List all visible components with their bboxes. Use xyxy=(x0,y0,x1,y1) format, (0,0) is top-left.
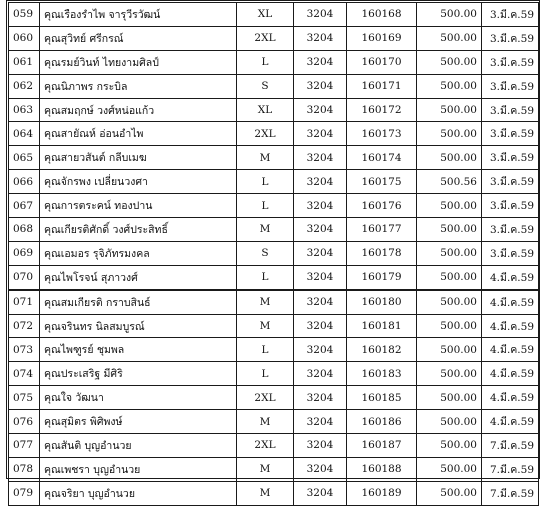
payment-date-cell: 3.มี.ค.59 xyxy=(482,3,539,27)
member-name-cell: คุณสมเกียรติ กราบสินธ์ xyxy=(40,290,237,314)
shirt-size-cell: L xyxy=(237,362,294,386)
member-name-cell: คุณจักรพง เปลี่ยนวงศา xyxy=(40,170,237,194)
member-name-cell: คุณสุวิทย์ ศรีกรณ์ xyxy=(40,26,237,50)
amount-cell: 500.00 xyxy=(417,74,482,98)
amount-cell: 500.00 xyxy=(417,218,482,242)
item-code-cell: 3204 xyxy=(294,3,347,27)
table-row xyxy=(9,457,539,481)
reference-number-cell: 160180 xyxy=(347,290,417,314)
table-row xyxy=(9,26,539,50)
row-number-cell: 063 xyxy=(9,98,40,122)
item-code-cell: 3204 xyxy=(294,74,347,98)
shirt-size-cell: M xyxy=(237,146,294,170)
payment-date-cell: 3.มี.ค.59 xyxy=(482,122,539,146)
amount-cell: 500.00 xyxy=(417,481,482,505)
shirt-size-cell: S xyxy=(237,74,294,98)
shirt-size-cell: 2XL xyxy=(237,26,294,50)
row-number-cell: 074 xyxy=(9,362,40,386)
amount-cell: 500.00 xyxy=(417,434,482,458)
payment-date-cell: 4.มี.ค.59 xyxy=(482,362,539,386)
row-number-cell: 066 xyxy=(9,170,40,194)
registration-table xyxy=(8,2,539,506)
reference-number-cell: 160171 xyxy=(347,74,417,98)
item-code-cell: 3204 xyxy=(294,170,347,194)
amount-cell: 500.00 xyxy=(417,194,482,218)
item-code-cell: 3204 xyxy=(294,314,347,338)
table-row xyxy=(9,218,539,242)
row-number-cell: 062 xyxy=(9,74,40,98)
item-code-cell: 3204 xyxy=(294,290,347,314)
amount-cell: 500.00 xyxy=(417,410,482,434)
amount-cell: 500.00 xyxy=(417,98,482,122)
payment-date-cell: 3.มี.ค.59 xyxy=(482,241,539,265)
reference-number-cell: 160181 xyxy=(347,314,417,338)
amount-cell: 500.00 xyxy=(417,338,482,362)
payment-date-cell: 4.มี.ค.59 xyxy=(482,410,539,434)
member-name-cell: คุณสุมิตร พิศิพงษ์ xyxy=(40,410,237,434)
reference-number-cell: 160175 xyxy=(347,170,417,194)
item-code-cell: 3204 xyxy=(294,457,347,481)
item-code-cell: 3204 xyxy=(294,410,347,434)
reference-number-cell: 160179 xyxy=(347,265,417,289)
payment-date-cell: 4.มี.ค.59 xyxy=(482,338,539,362)
shirt-size-cell: 2XL xyxy=(237,386,294,410)
row-number-cell: 070 xyxy=(9,265,40,289)
reference-number-cell: 160174 xyxy=(347,146,417,170)
amount-cell: 500.00 xyxy=(417,26,482,50)
shirt-size-cell: M xyxy=(237,218,294,242)
payment-date-cell: 3.มี.ค.59 xyxy=(482,74,539,98)
table-row xyxy=(9,481,539,505)
member-name-cell: คุณใจ วัฒนา xyxy=(40,386,237,410)
table-row xyxy=(9,362,539,386)
item-code-cell: 3204 xyxy=(294,338,347,362)
item-code-cell: 3204 xyxy=(294,146,347,170)
amount-cell: 500.00 xyxy=(417,122,482,146)
table-row xyxy=(9,194,539,218)
payment-date-cell: 3.มี.ค.59 xyxy=(482,170,539,194)
payment-date-cell: 3.มี.ค.59 xyxy=(482,26,539,50)
row-number-cell: 077 xyxy=(9,434,40,458)
reference-number-cell: 160185 xyxy=(347,386,417,410)
table-row xyxy=(9,338,539,362)
payment-date-cell: 4.มี.ค.59 xyxy=(482,290,539,314)
member-name-cell: คุณเพชรา บุญอำนวย xyxy=(40,457,237,481)
payment-date-cell: 7.มี.ค.59 xyxy=(482,434,539,458)
reference-number-cell: 160187 xyxy=(347,434,417,458)
item-code-cell: 3204 xyxy=(294,194,347,218)
member-name-cell: คุณสันติ บุญอำนวย xyxy=(40,434,237,458)
amount-cell: 500.00 xyxy=(417,265,482,289)
reference-number-cell: 160183 xyxy=(347,362,417,386)
reference-number-cell: 160176 xyxy=(347,194,417,218)
member-name-cell: คุณการตระคน์ ทองปาน xyxy=(40,194,237,218)
row-number-cell: 072 xyxy=(9,314,40,338)
reference-number-cell: 160189 xyxy=(347,481,417,505)
shirt-size-cell: L xyxy=(237,170,294,194)
shirt-size-cell: M xyxy=(237,314,294,338)
amount-cell: 500.00 xyxy=(417,457,482,481)
amount-cell: 500.00 xyxy=(417,362,482,386)
row-number-cell: 061 xyxy=(9,50,40,74)
member-name-cell: คุณไพโรจน์ สุภาวงศ์ xyxy=(40,265,237,289)
payment-date-cell: 3.มี.ค.59 xyxy=(482,194,539,218)
shirt-size-cell: L xyxy=(237,265,294,289)
payment-date-cell: 7.มี.ค.59 xyxy=(482,457,539,481)
reference-number-cell: 160188 xyxy=(347,457,417,481)
payment-date-cell: 3.มี.ค.59 xyxy=(482,50,539,74)
item-code-cell: 3204 xyxy=(294,386,347,410)
table-row xyxy=(9,122,539,146)
amount-cell: 500.00 xyxy=(417,290,482,314)
shirt-size-cell: XL xyxy=(237,98,294,122)
reference-number-cell: 160168 xyxy=(347,3,417,27)
row-number-cell: 069 xyxy=(9,241,40,265)
member-name-cell: คุณสายัณห์ อ่อนอำไพ xyxy=(40,122,237,146)
shirt-size-cell: M xyxy=(237,290,294,314)
item-code-cell: 3204 xyxy=(294,434,347,458)
amount-cell: 500.00 xyxy=(417,241,482,265)
payment-date-cell: 4.มี.ค.59 xyxy=(482,314,539,338)
member-name-cell: คุณรมย์วินท์ ไทยงามศิลป์ xyxy=(40,50,237,74)
member-name-cell: คุณเอมอร รุจิภัทรมงคล xyxy=(40,241,237,265)
table-row xyxy=(9,170,539,194)
shirt-size-cell: L xyxy=(237,338,294,362)
amount-cell: 500.00 xyxy=(417,50,482,74)
item-code-cell: 3204 xyxy=(294,481,347,505)
member-name-cell: คุณสมฤกษ์ วงศ์หน่อแก้ว xyxy=(40,98,237,122)
row-number-cell: 060 xyxy=(9,26,40,50)
amount-cell: 500.00 xyxy=(417,3,482,27)
shirt-size-cell: XL xyxy=(237,3,294,27)
reference-number-cell: 160182 xyxy=(347,338,417,362)
reference-number-cell: 160172 xyxy=(347,98,417,122)
row-number-cell: 073 xyxy=(9,338,40,362)
payment-date-cell: 4.มี.ค.59 xyxy=(482,386,539,410)
payment-date-cell: 3.มี.ค.59 xyxy=(482,98,539,122)
shirt-size-cell: 2XL xyxy=(237,122,294,146)
item-code-cell: 3204 xyxy=(294,265,347,289)
reference-number-cell: 160186 xyxy=(347,410,417,434)
row-number-cell: 065 xyxy=(9,146,40,170)
table-body xyxy=(9,3,539,506)
item-code-cell: 3204 xyxy=(294,98,347,122)
payment-date-cell: 4.มี.ค.59 xyxy=(482,265,539,289)
payment-date-cell: 3.มี.ค.59 xyxy=(482,146,539,170)
member-name-cell: คุณจริยา บุญอำนวย xyxy=(40,481,237,505)
table-row xyxy=(9,50,539,74)
item-code-cell: 3204 xyxy=(294,218,347,242)
table-row xyxy=(9,74,539,98)
row-number-cell: 059 xyxy=(9,3,40,27)
shirt-size-cell: M xyxy=(237,481,294,505)
payment-date-cell: 3.มี.ค.59 xyxy=(482,218,539,242)
row-number-cell: 068 xyxy=(9,218,40,242)
table-row xyxy=(9,434,539,458)
member-name-cell: คุณสายวสันต์ กลีบเมฆ xyxy=(40,146,237,170)
item-code-cell: 3204 xyxy=(294,26,347,50)
shirt-size-cell: M xyxy=(237,457,294,481)
member-name-cell: คุณประเสริฐ มีศิริ xyxy=(40,362,237,386)
table-row xyxy=(9,290,539,314)
item-code-cell: 3204 xyxy=(294,50,347,74)
row-number-cell: 075 xyxy=(9,386,40,410)
reference-number-cell: 160177 xyxy=(347,218,417,242)
item-code-cell: 3204 xyxy=(294,362,347,386)
table-row xyxy=(9,410,539,434)
amount-cell: 500.00 xyxy=(417,386,482,410)
reference-number-cell: 160169 xyxy=(347,26,417,50)
item-code-cell: 3204 xyxy=(294,122,347,146)
reference-number-cell: 160170 xyxy=(347,50,417,74)
shirt-size-cell: M xyxy=(237,410,294,434)
amount-cell: 500.56 xyxy=(417,170,482,194)
table-row xyxy=(9,386,539,410)
item-code-cell: 3204 xyxy=(294,241,347,265)
row-number-cell: 076 xyxy=(9,410,40,434)
shirt-size-cell: L xyxy=(237,50,294,74)
payment-date-cell: 7.มี.ค.59 xyxy=(482,481,539,505)
row-number-cell: 078 xyxy=(9,457,40,481)
shirt-size-cell: 2XL xyxy=(237,434,294,458)
member-name-cell: คุณจรินทร นิลสมบูรณ์ xyxy=(40,314,237,338)
table-row xyxy=(9,3,539,27)
row-number-cell: 064 xyxy=(9,122,40,146)
amount-cell: 500.00 xyxy=(417,146,482,170)
row-number-cell: 079 xyxy=(9,481,40,505)
amount-cell: 500.00 xyxy=(417,314,482,338)
member-name-cell: คุณนิภาพร กระบิล xyxy=(40,74,237,98)
reference-number-cell: 160173 xyxy=(347,122,417,146)
member-name-cell: คุณไพฑูรย์ ชุมพล xyxy=(40,338,237,362)
member-name-cell: คุณเรืองรำไพ จารุวีรวัฒน์ xyxy=(40,3,237,27)
row-number-cell: 071 xyxy=(9,290,40,314)
shirt-size-cell: L xyxy=(237,194,294,218)
shirt-size-cell: S xyxy=(237,241,294,265)
reference-number-cell: 160178 xyxy=(347,241,417,265)
table-row xyxy=(9,146,539,170)
table-row xyxy=(9,241,539,265)
table-row xyxy=(9,265,539,289)
row-number-cell: 067 xyxy=(9,194,40,218)
table-row xyxy=(9,314,539,338)
table-row xyxy=(9,98,539,122)
member-name-cell: คุณเกียรติศักดิ์ วงศ์ประสิทธิ์ xyxy=(40,218,237,242)
